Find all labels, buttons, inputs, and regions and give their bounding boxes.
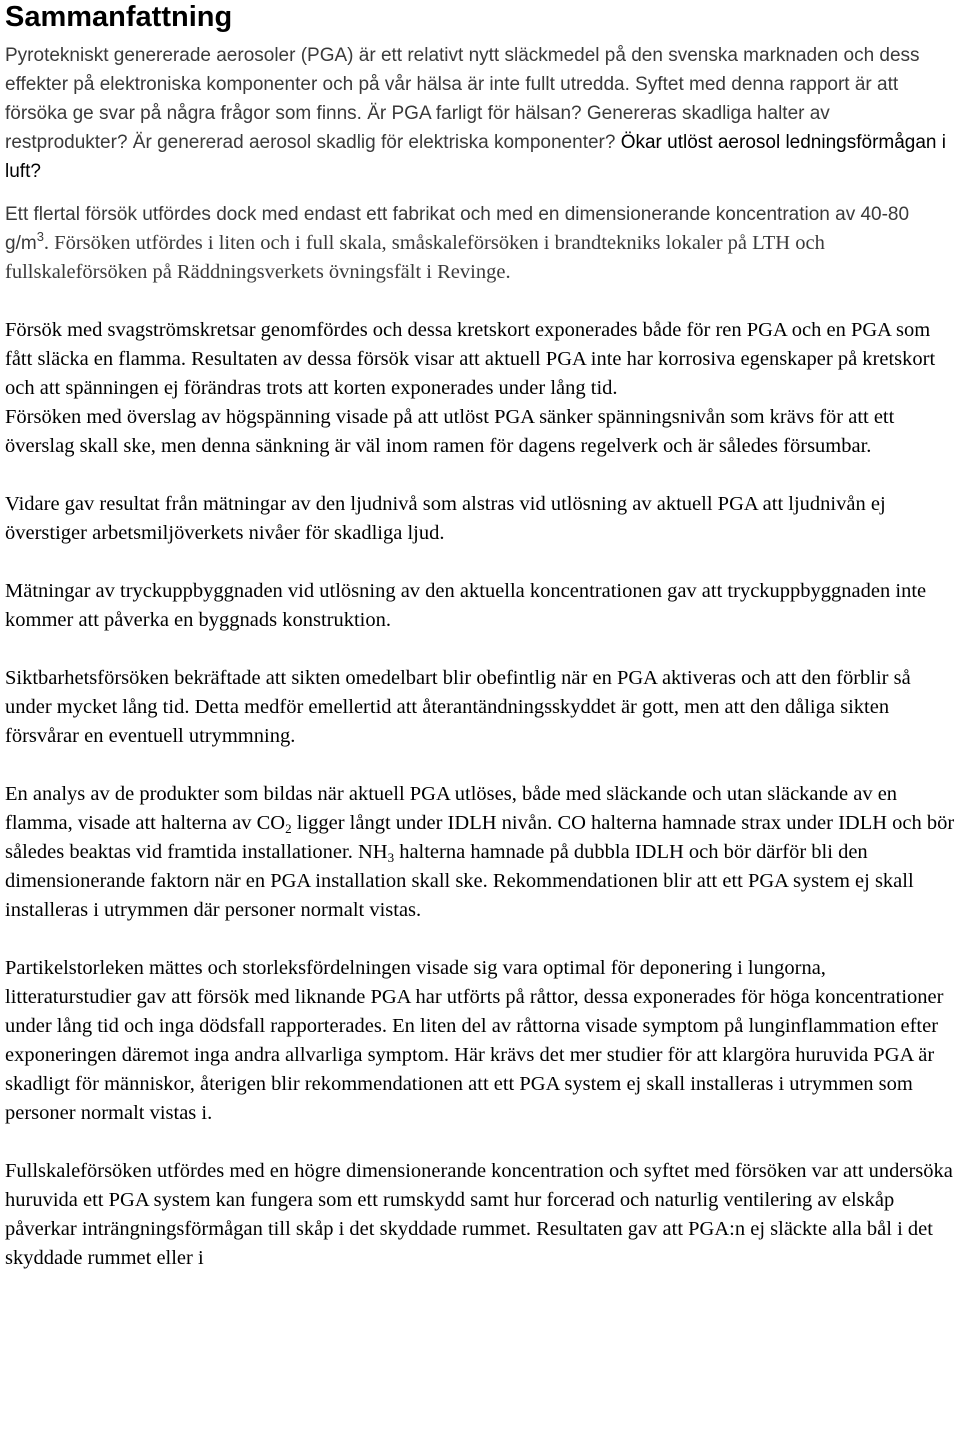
experiments-paragraph	[5, 200, 957, 287]
experiments-text-a: Ett flertal försök utfördes dock med endast ett fabrikat och med en dimensionerande koncentration av 40-80 g/m	[5, 204, 910, 254]
gas-text-c: halterna hamnade på dubbla IDLH och bör därför bli den dimensionerande faktorn när en PGA installation skall ske. Rekommendationen blir att ett PGA system ej skall installeras i utrymmen där personer normalt vistas.	[5, 841, 914, 921]
intro-questions-text: Pyrotekniskt genererade aerosoler (PGA) är ett relativt nytt släckmedel på den svenska marknaden och dess effekter på elektroniska komponenter och på vår hälsa är inte fullt utredda. Syftet med denna rapport är att försöka ge svar på några frågor som finns. Är PGA farligt för hälsan? Genereras skadliga halter av restprodukter? Är genererad aerosol skadlig för elektriska komponenter?	[5, 45, 920, 153]
gas-analysis-paragraph	[5, 780, 957, 925]
particle-paragraph: Partikelstorleken mättes och storleksfördelningen visade sig vara optimal för deponering i lungorna, litteraturstudier gav att försök med liknande PGA har utförts på råttor, dessa exponerades för höga koncentrationer under lång tid och inga dödsfall rapporterades. En liten del av råttorna visade symptom på lunginflammation efter exponeringen däremot inga andra allvarliga symptom. Här krävs det mer studier för att klargöra huruvida PGA är skadligt för människor, återigen blir rekommendationen att ett PGA system ej skall installeras i utrymmen som personer normalt vistas i.	[5, 957, 944, 1124]
document-page	[5, 0, 957, 1273]
fullscale-paragraph: Fullskaleförsöken utfördes med en högre dimensionerande koncentration och syftet med försöken var att undersöka huruvida ett PGA system kan fungera som ett rumskydd samt hur forcerad och naturlig ventilering av elskåp påverkar inträngningsförmågan till skåp i det skyddade rummet. Resultaten gav att PGA:n ej släckte alla bål i det skyddade rummet eller i	[5, 1160, 953, 1269]
unit-superscript: 3	[36, 229, 44, 244]
experiments-text-b: . Försöken utfördes i liten och i full skala, småskaleförsöken i brandtekniks lokaler på LTH och fullskaleförsöken på Räddningsverkets övningsfält i Revinge.	[5, 232, 825, 283]
gas-text-a: En analys av de produkter som bildas när aktuell PGA utlöses, både med släckande och utan släckande av en flamma, visade att halterna av CO	[5, 783, 898, 834]
page-title: Sammanfattning	[5, 1, 233, 33]
circuit-paragraph: Försök med svagströmskretsar genomfördes och dessa kretskort exponerades både för ren PGA och en PGA som fått släcka en flamma. Resultaten av dessa försök visar att aktuell PGA inte har korrosiva egenskaper på kretskort och att spänningen ej förändras trots att korten exponerades under lång tid.	[5, 319, 936, 399]
high-voltage-paragraph: Försöken med överslag av högspänning visade på att utlöst PGA sänker spänningsnivån som krävs för att ett överslag skall ske, men denna sänkning är väl inom ramen för dagens regelverk och är således försumbar.	[5, 406, 895, 457]
co2-subscript: 2	[285, 821, 292, 836]
visibility-paragraph: Siktbarhetsförsöken bekräftade att sikten omedelbart blir obefintlig när en PGA aktiveras och att den förblir så under mycket lång tid. Detta medför emellertid att återantändningsskyddet är gott, men att den dåliga sikten försvårar en eventuell utrymmning.	[5, 667, 911, 747]
pressure-paragraph: Mätningar av tryckuppbyggnaden vid utlösning av den aktuella koncentrationen gav att tryckuppbyggnaden inte kommer att påverka en byggnads konstruktion.	[5, 580, 927, 631]
intro-last-question: Ökar utlöst aerosol ledningsförmågan i luft?	[5, 132, 946, 182]
gas-text-b: ligger långt under IDLH nivån. CO halterna hamnade strax under IDLH och bör således beaktas vid framtida installationer. NH	[5, 812, 955, 863]
nh3-subscript: 3	[387, 850, 395, 865]
noise-paragraph: Vidare gav resultat från mätningar av den ljudnivå som alstras vid utlösning av aktuell PGA att ljudnivån ej överstiger arbetsmiljöverkets nivåer för skadliga ljud.	[5, 493, 886, 544]
intro-paragraph	[5, 41, 957, 186]
